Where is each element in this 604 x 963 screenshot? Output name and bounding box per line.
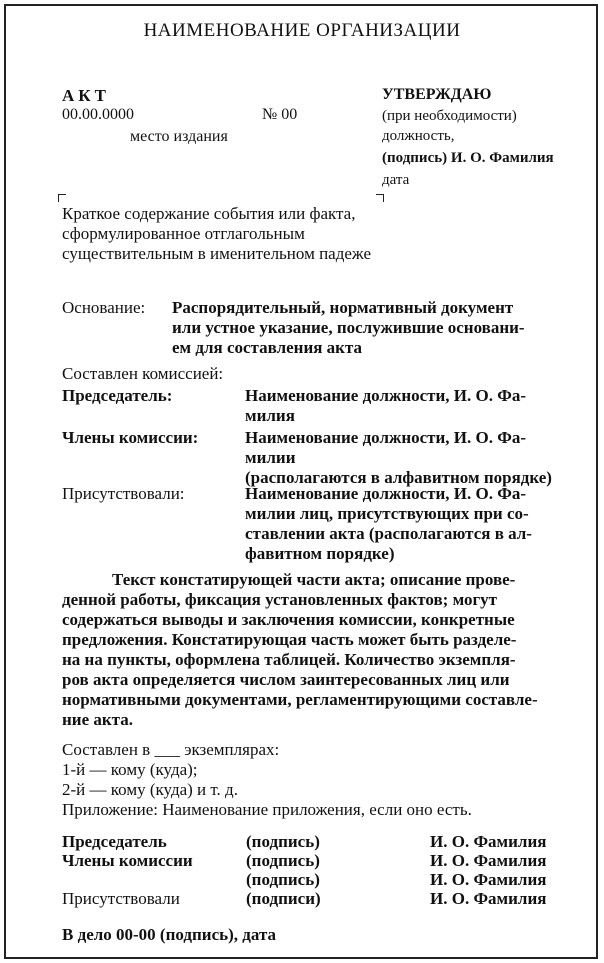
act-place: место издания — [130, 128, 228, 145]
commission-heading: Составлен комиссией: — [62, 364, 224, 383]
organization-title: НАИМЕНОВАНИЕ ОРГАНИЗАЦИИ — [143, 20, 461, 41]
signature-sign: (подпись) — [246, 832, 320, 851]
signature-sign: (подпись) — [246, 870, 320, 889]
corner-mark-left — [58, 194, 66, 202]
members-line: (располагаются в алфавитном порядке) — [245, 468, 552, 487]
body-line: ров акта определяется числом заинтересованных лиц или — [62, 670, 510, 689]
basis-line: или устное указание, послужившие основани- — [172, 318, 525, 337]
body-line: содержаться выводы и заключения комиссии, конкретные — [62, 610, 515, 629]
copies-line: 2-й — кому (куда) и т. д. — [62, 780, 238, 799]
corner-mark-right — [376, 194, 384, 202]
copies-line: 1-й — кому (куда); — [62, 760, 198, 779]
signature-sign: (подписи) — [246, 889, 321, 908]
case-note: В дело 00-00 (подпись), дата — [62, 925, 277, 944]
signature-name: И. О. Фамилия — [430, 851, 547, 870]
approve-line: должность, — [382, 128, 455, 144]
signature-sign: (подпись) — [246, 851, 320, 870]
body-line: ние акта. — [62, 710, 133, 729]
signature-role: Члены комиссии — [62, 851, 193, 870]
approve-line: (при необходимости) — [382, 108, 517, 124]
members-line: Наименование должности, И. О. Фа- — [245, 428, 527, 447]
approve-line: (подпись) И. О. Фамилия — [382, 150, 554, 166]
signature-name: И. О. Фамилия — [430, 889, 547, 908]
chair-desc — [245, 386, 585, 426]
act-summary: Краткое содержание события или факта, сформулированное отглагольным существительным в именительном падеже — [62, 204, 371, 263]
body-line: нормативными документами, регламентирующими составле- — [62, 690, 538, 709]
chair-label: Председатель: — [62, 386, 173, 405]
members-label: Члены комиссии: — [62, 428, 199, 447]
body-line: денной работы, фиксация установленных фактов; могут — [62, 590, 498, 609]
present-desc — [245, 484, 585, 564]
basis-line: ем для составления акта — [172, 338, 363, 357]
present-line: ставлении акта (располагаются в ал- — [245, 524, 532, 543]
chair-line: Наименование должности, И. О. Фа- — [245, 386, 527, 405]
present-line: милии лиц, присутствующих при со- — [245, 504, 529, 523]
copies-line: Составлен в ___ экземплярах: — [62, 740, 280, 759]
members-line: милии — [245, 448, 296, 467]
basis-line: Распорядительный, нормативный документ — [172, 298, 514, 317]
members-desc — [245, 428, 585, 488]
act-heading: АКТ — [62, 86, 110, 105]
body-line: предложения. Констатирующая часть может быть разделе- — [62, 630, 517, 649]
approve-heading: УТВЕРЖДАЮ — [382, 86, 492, 103]
act-body — [62, 570, 582, 730]
present-label: Присутствовали: — [62, 484, 185, 503]
act-number: № 00 — [262, 106, 298, 123]
basis-text — [172, 298, 582, 358]
present-line: фавитном порядке) — [245, 544, 395, 563]
body-line: на на пункты, оформлена таблицей. Количество экземпля- — [62, 650, 516, 669]
basis-label: Основание: — [62, 298, 146, 317]
signature-role: Председатель — [62, 832, 167, 851]
body-line: Текст констатирующей части акта; описание прове- — [112, 570, 516, 589]
signature-name: И. О. Фамилия — [430, 832, 547, 851]
attachment-line: Приложение: Наименование приложения, если оно есть. — [62, 800, 472, 819]
approve-line: дата — [382, 172, 410, 188]
act-date: 00.00.0000 — [62, 106, 134, 123]
chair-line: милия — [245, 406, 295, 425]
signature-role: Присутствовали — [62, 889, 180, 908]
present-line: Наименование должности, И. О. Фа- — [245, 484, 527, 503]
signature-name: И. О. Фамилия — [430, 870, 547, 889]
